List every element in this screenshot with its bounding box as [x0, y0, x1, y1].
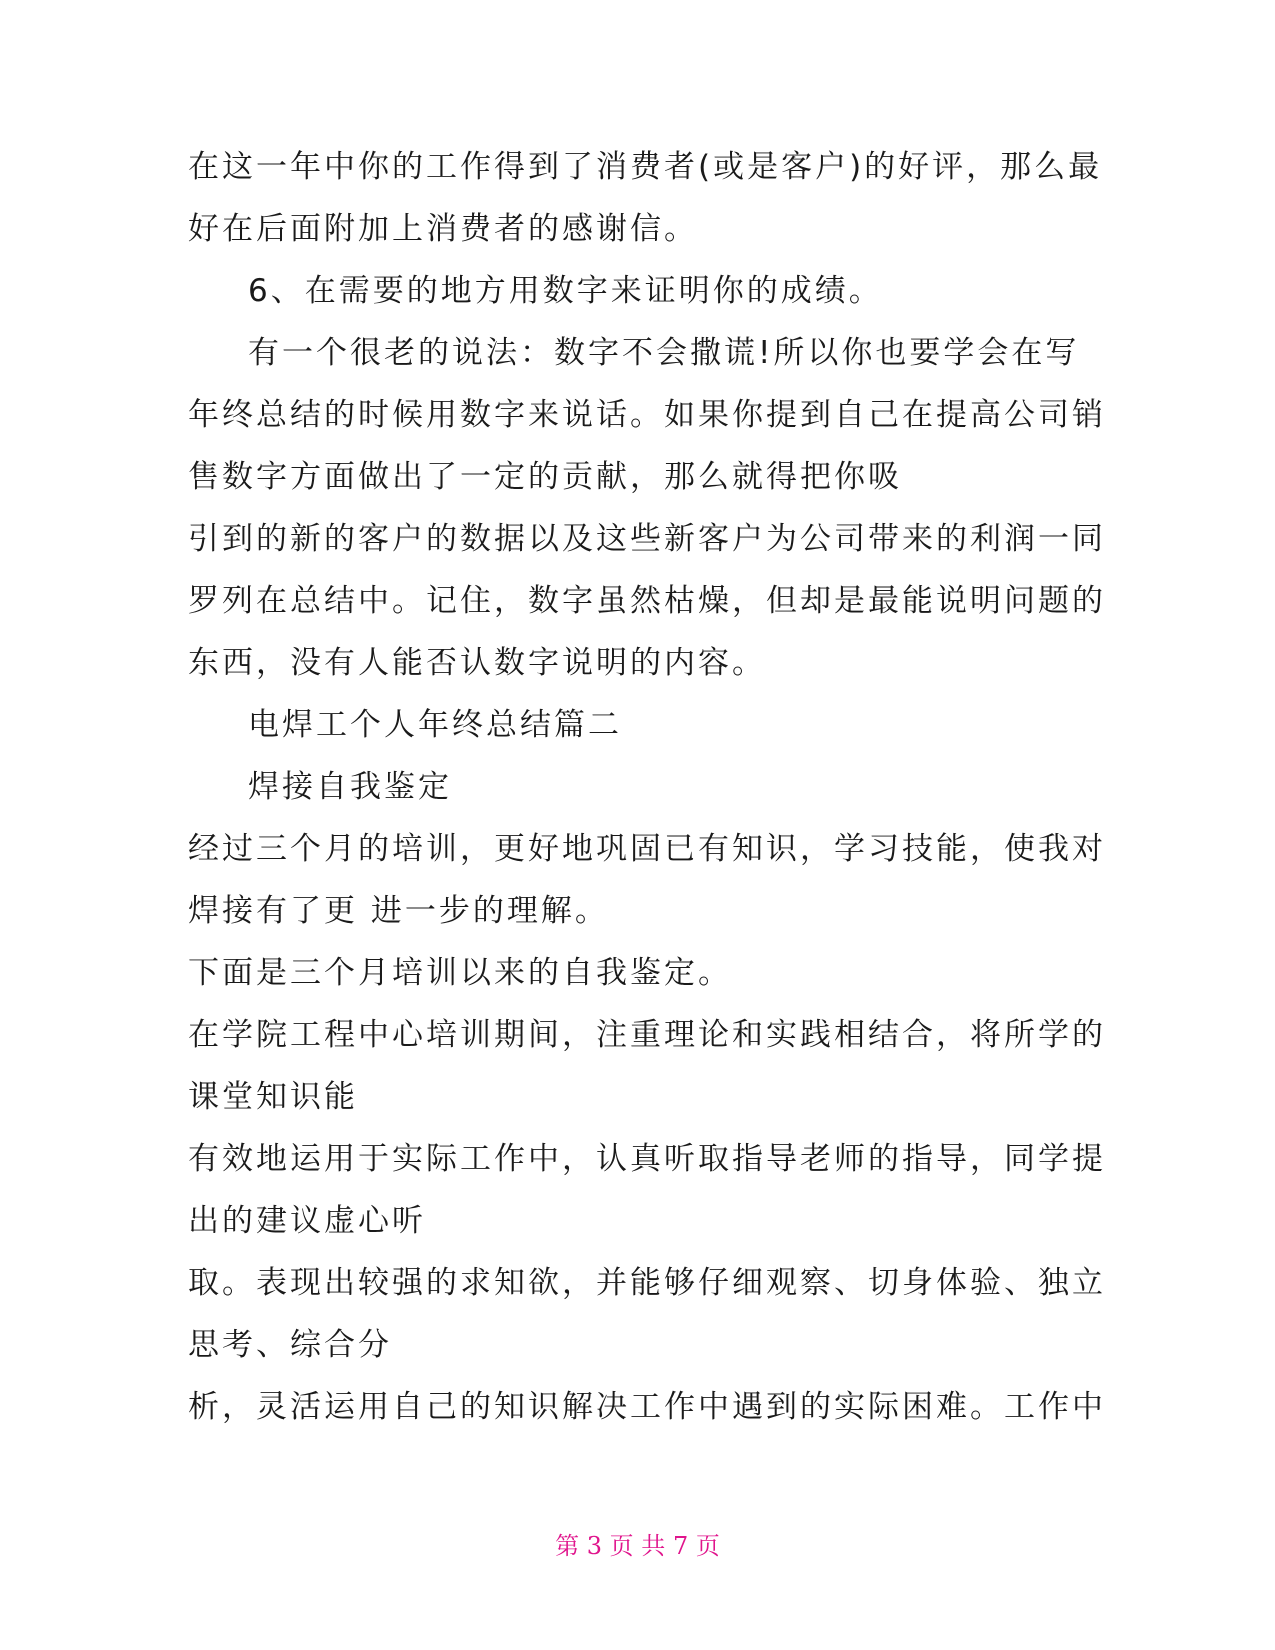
- text-line: 引到的新的客户的数据以及这些新客户为公司带来的利润一同: [188, 521, 1106, 557]
- text-line: 思考、综合分: [188, 1327, 392, 1363]
- text-line: 好在后面附加上消费者的感谢信。: [188, 211, 698, 247]
- text-line: 课堂知识能: [188, 1079, 358, 1115]
- text-line: 6、在需要的地方用数字来证明你的成绩。: [248, 273, 883, 309]
- text-line: 有一个很老的说法：数字不会撒谎!所以你也要学会在写: [248, 335, 1080, 371]
- text-line: 取。表现出较强的求知欲，并能够仔细观察、切身体验、独立: [188, 1265, 1106, 1301]
- page-number-footer: 第 3 页 共 7 页: [555, 1532, 720, 1560]
- text-line: 在学院工程中心培训期间，注重理论和实践相结合，将所学的: [188, 1017, 1106, 1053]
- text-line: 焊接有了更 进一步的理解。: [188, 893, 609, 929]
- text-line: 下面是三个月培训以来的自我鉴定。: [188, 955, 732, 991]
- text-line: 罗列在总结中。记住，数字虽然枯燥，但却是最能说明问题的: [188, 583, 1106, 619]
- text-line: 析，灵活运用自己的知识解决工作中遇到的实际困难。工作中: [188, 1389, 1106, 1425]
- section-subheading: 焊接自我鉴定: [248, 769, 452, 805]
- section-heading: 电焊工个人年终总结篇二: [248, 707, 622, 743]
- text-line: 东西，没有人能否认数字说明的内容。: [188, 645, 766, 681]
- text-line: 售数字方面做出了一定的贡献，那么就得把你吸: [188, 459, 902, 495]
- text-line: 经过三个月的培训，更好地巩固已有知识，学习技能，使我对: [188, 831, 1106, 867]
- text-line: 有效地运用于实际工作中，认真听取指导老师的指导，同学提: [188, 1141, 1106, 1177]
- text-line: 年终总结的时候用数字来说话。如果你提到自己在提高公司销: [188, 397, 1106, 433]
- text-line: 在这一年中你的工作得到了消费者(或是客户)的好评，那么最: [188, 149, 1103, 185]
- text-line: 出的建议虚心听: [188, 1203, 426, 1239]
